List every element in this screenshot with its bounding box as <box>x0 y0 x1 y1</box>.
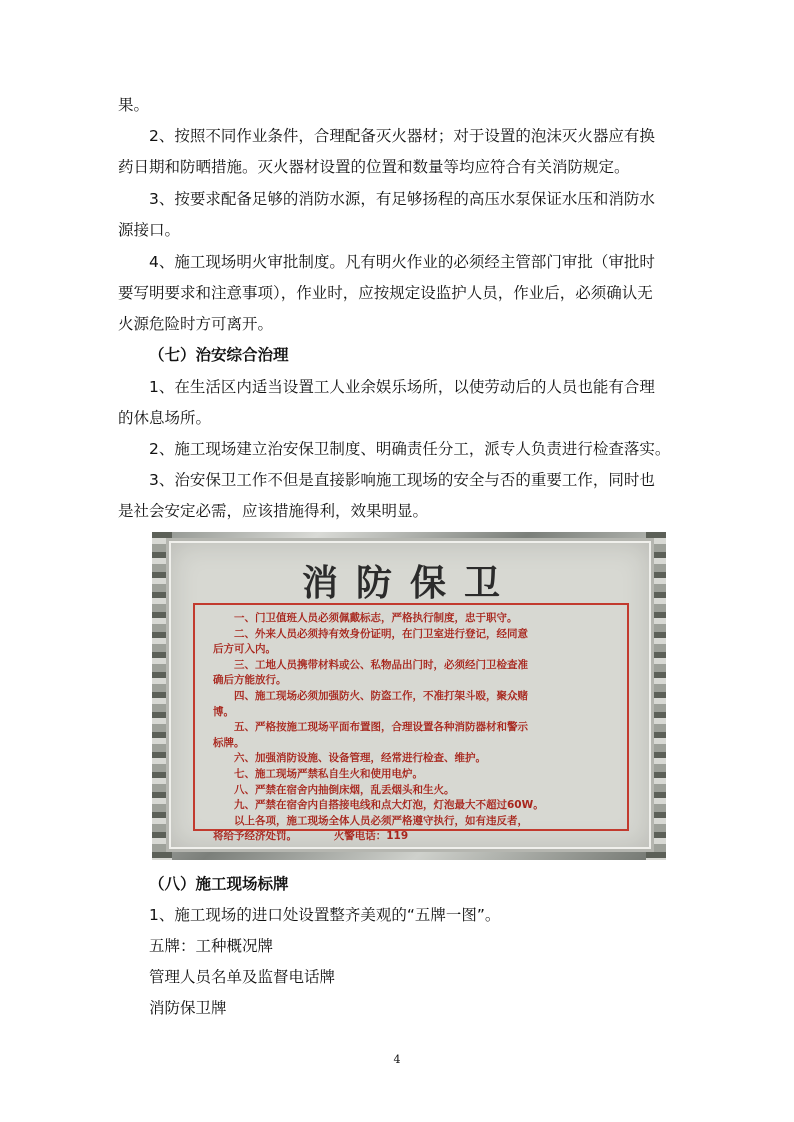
paragraph-2-line-2: 药日期和防晒措施。灭火器材设置的位置和数量等均应符合有关消防规定。 <box>118 158 630 176</box>
section-heading-8: （八）施工现场标牌 <box>149 875 289 893</box>
paragraph-4-line-1: 4、施工现场明火审批制度。凡有明火作业的必须经主管部门审批（审批时 <box>149 253 655 271</box>
sign-line: 确后方能放行。 <box>213 674 287 687</box>
page-number: 4 <box>393 1053 401 1066</box>
paragraph-3-line-1: 3、按要求配备足够的消防水源，有足够扬程的高压水泵保证水压和消防水 <box>149 190 655 208</box>
sign-line: 三、工地人员携带材料或公、私物品出门时，必须经门卫检查准 <box>213 658 528 671</box>
sign-line: 七、施工现场严禁私自生火和使用电炉。 <box>213 767 423 780</box>
sign-title: 消防保卫 <box>301 562 518 604</box>
sign-line: 六、加强消防设施、设备管理，经常进行检查、维护。 <box>213 752 486 765</box>
sign-line: 四、施工现场必须加强防火、防盗工作，不准打架斗殴，聚众赌 <box>213 689 528 702</box>
paragraph-4-line-2: 要写明要求和注意事项），作业时，应按规定设监护人员，作业后，必须确认无 <box>118 284 653 302</box>
section-heading-7: （七）治安综合治理 <box>149 346 289 364</box>
sign-line: 八、严禁在宿舍内抽倒床烟，乱丢烟头和生火。 <box>213 783 455 796</box>
sign-line: 将给予经济处罚。 火警电话：119 <box>213 830 409 843</box>
paragraph-4-line-3: 火源危险时方可离开。 <box>118 315 274 333</box>
paragraph-3-line-2: 源接口。 <box>118 221 181 239</box>
sign-line: 二、外来人员必须持有效身份证明，在门卫室进行登记，经同意 <box>213 627 528 640</box>
sign-line: 博。 <box>213 705 234 718</box>
signboard-item-1: 1、施工现场的进口处设置整齐美观的“五牌一图”。 <box>149 906 501 924</box>
security-item-1-line-1: 1、在生活区内适当设置工人业余娱乐场所，以使劳动后的人员也能有合理 <box>149 378 655 396</box>
security-item-3-line-2: 是社会安定必需，应该措施得利，效果明显。 <box>118 502 429 520</box>
signboard-five-boards: 五牌：工种概况牌 <box>149 937 274 955</box>
sign-rules-text <box>213 611 617 845</box>
security-item-2: 2、施工现场建立治安保卫制度、明确责任分工，派专人负责进行检查落实。 <box>149 440 671 458</box>
sign-line: 五、严格按施工现场平面布置图，合理设置各种消防器材和警示 <box>213 721 528 734</box>
signboard-fire-security: 消防保卫牌 <box>149 999 227 1017</box>
signboard-management-list: 管理人员名单及监督电话牌 <box>149 968 336 986</box>
sign-line: 以上各项，施工现场全体人员必须严格遵守执行，如有违反者， <box>213 814 528 827</box>
sign-line: 标牌。 <box>213 736 245 749</box>
security-item-1-line-2: 的休息场所。 <box>118 409 212 427</box>
sign-line: 一、门卫值班人员必须佩戴标志，严格执行制度，忠于职守。 <box>213 612 518 624</box>
paragraph-continuation: 果。 <box>118 96 150 114</box>
sign-board <box>166 538 654 852</box>
fire-security-sign-photo <box>152 532 666 860</box>
security-item-3-line-1: 3、治安保卫工作不但是直接影响施工现场的安全与否的重要工作，同时也 <box>149 471 655 489</box>
sign-line: 后方可入内。 <box>213 643 276 656</box>
paragraph-2-line-1: 2、按照不同作业条件，合理配备灭火器材；对于设置的泡沫灭火器应有换 <box>149 127 655 145</box>
sign-line: 九、严禁在宿舍内自搭接电线和点大灯泡，灯泡最大不超过60W。 <box>213 799 544 812</box>
